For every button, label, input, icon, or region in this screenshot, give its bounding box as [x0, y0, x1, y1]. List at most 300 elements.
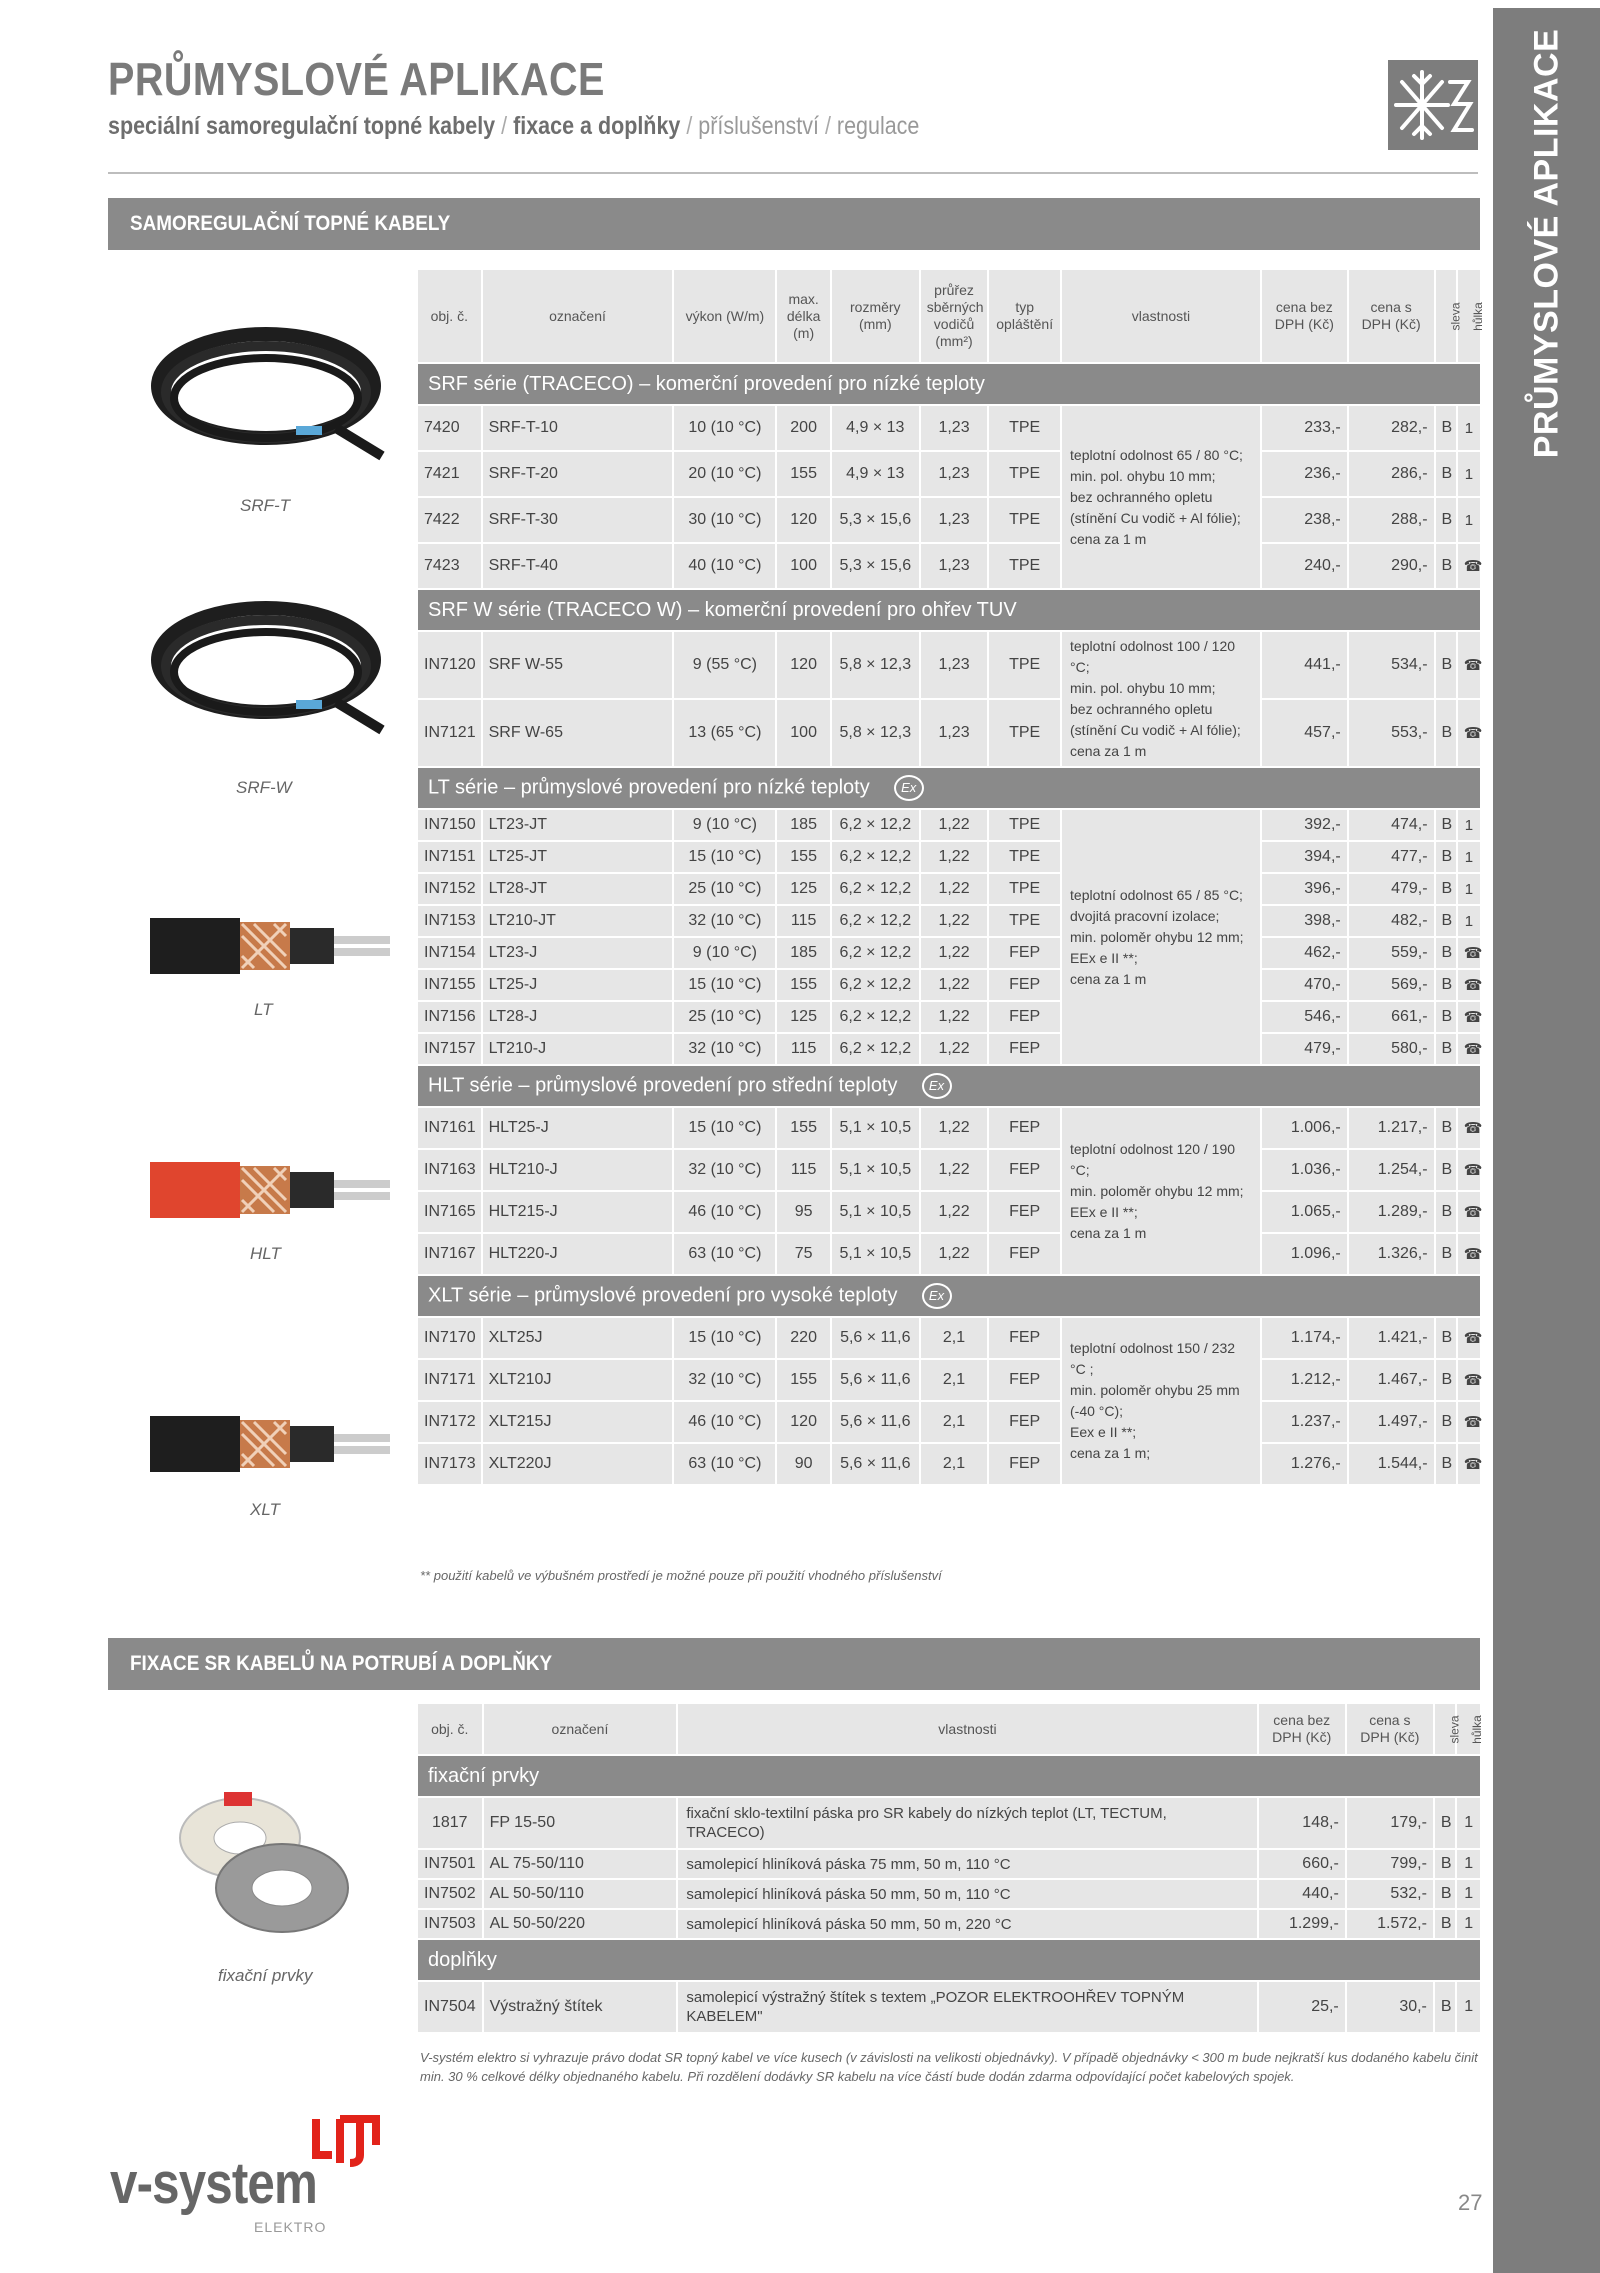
cross-section-cell: 1,22	[921, 1150, 988, 1190]
fixation-table	[416, 1702, 1485, 2034]
sheath-cell: FEP	[989, 1318, 1060, 1358]
price-with-vat-cell: 288,-	[1349, 498, 1434, 542]
price-with-vat-cell: 30,-	[1347, 1982, 1433, 2032]
price-without-vat-cell: 470,-	[1262, 970, 1347, 1000]
cross-section-cell: 2,1	[921, 1444, 988, 1484]
property-line: min. pol. ohybu 10 mm;	[1070, 467, 1216, 484]
price-with-vat-cell: 569,-	[1349, 970, 1434, 1000]
max-length-cell: 90	[777, 1444, 830, 1484]
cable-image-hlt	[150, 1156, 390, 1222]
stock-cell: 1	[1458, 406, 1480, 450]
price-without-vat-cell: 457,-	[1262, 700, 1347, 766]
max-length-cell: 155	[777, 970, 830, 1000]
cross-section-cell: 1,23	[921, 700, 988, 766]
image-caption: HLT	[250, 1244, 281, 1263]
price-without-vat-cell: 240,-	[1262, 544, 1347, 588]
discount-cell: B	[1436, 842, 1456, 872]
table-row	[418, 498, 1480, 542]
cross-section-cell: 1,22	[921, 1234, 988, 1274]
image-caption: fixační prvky	[218, 1966, 313, 1985]
dimensions-cell: 5,6 × 11,6	[832, 1444, 919, 1484]
discount-cell: B	[1436, 406, 1456, 450]
table-row	[418, 874, 1480, 904]
table-row	[418, 1982, 1480, 2032]
dimensions-cell: 5,8 × 12,3	[832, 700, 919, 766]
discount-cell: B	[1436, 1108, 1456, 1148]
power-cell: 20 (10 °C)	[674, 452, 775, 496]
image-caption: LT	[254, 1000, 273, 1019]
price-without-vat-cell: 1.174,-	[1262, 1318, 1347, 1358]
power-cell: 10 (10 °C)	[674, 406, 775, 450]
discount-cell: B	[1436, 970, 1456, 1000]
order-number-cell: IN7501	[418, 1850, 482, 1878]
column-header: cena bez DPH (Kč)	[1259, 1704, 1345, 1754]
stock-cell: 1	[1458, 498, 1480, 542]
designation-cell: XLT215J	[483, 1402, 673, 1442]
max-length-cell: 115	[777, 1034, 830, 1064]
order-number-cell: IN7156	[418, 1002, 481, 1032]
stock-cell: ☎	[1458, 544, 1480, 588]
table-row	[418, 544, 1480, 588]
sheath-cell: FEP	[989, 1150, 1060, 1190]
order-number-cell: 7422	[418, 498, 481, 542]
table-row	[418, 452, 1480, 496]
image-caption: SRF-T	[240, 496, 291, 515]
snowflake-heat-icon	[1388, 60, 1478, 150]
order-number-cell: IN7152	[418, 874, 481, 904]
table-row	[418, 1850, 1480, 1878]
price-with-vat-cell: 580,-	[1349, 1034, 1434, 1064]
power-cell: 46 (10 °C)	[674, 1192, 775, 1232]
dimensions-cell: 4,9 × 13	[832, 452, 919, 496]
designation-cell: LT28-JT	[483, 874, 673, 904]
dimensions-cell: 5,1 × 10,5	[832, 1192, 919, 1232]
max-length-cell: 155	[777, 1108, 830, 1148]
discount-cell: B	[1436, 632, 1456, 698]
table-row	[418, 970, 1480, 1000]
price-without-vat-cell: 398,-	[1262, 906, 1347, 936]
subtitle-part: speciální samoregulační topné kabely	[108, 112, 496, 140]
power-cell: 46 (10 °C)	[674, 1402, 775, 1442]
order-number-cell: IN7120	[418, 632, 481, 698]
cable-image-lt	[150, 912, 390, 978]
price-with-vat-cell: 179,-	[1347, 1798, 1433, 1848]
side-tab-label: PRŮMYSLOVÉ APLIKACE	[1527, 28, 1566, 458]
stock-cell: 1	[1457, 1880, 1480, 1908]
properties-cell	[1062, 406, 1260, 588]
dimensions-cell: 5,1 × 10,5	[832, 1108, 919, 1148]
table-row	[418, 1002, 1480, 1032]
order-number-cell: 7420	[418, 406, 481, 450]
price-with-vat-cell: 1.326,-	[1349, 1234, 1434, 1274]
price-without-vat-cell: 148,-	[1259, 1798, 1345, 1848]
max-length-cell: 155	[777, 842, 830, 872]
stock-cell: ☎	[1458, 700, 1480, 766]
stock-cell: ☎	[1458, 1002, 1480, 1032]
power-cell: 32 (10 °C)	[674, 1150, 775, 1190]
property-line: cena za 1 m	[1070, 970, 1147, 987]
property-line: teplotní odolnost 120 / 190 °C;	[1070, 1140, 1236, 1178]
cross-section-cell: 1,23	[921, 632, 988, 698]
cross-section-cell: 1,22	[921, 810, 988, 840]
group-title: doplňky	[418, 1940, 1480, 1980]
sheath-cell: TPE	[989, 406, 1060, 450]
subtitle-part: příslušenství	[698, 112, 819, 140]
price-without-vat-cell: 396,-	[1262, 874, 1347, 904]
sheath-cell: TPE	[989, 700, 1060, 766]
properties-cell	[1062, 1108, 1260, 1274]
properties-cell	[1062, 1318, 1260, 1484]
max-length-cell: 100	[777, 544, 830, 588]
power-cell: 32 (10 °C)	[674, 906, 775, 936]
stock-cell: ☎	[1458, 1318, 1480, 1358]
column-header: cena s DPH (Kč)	[1349, 270, 1434, 362]
order-number-cell: IN7503	[418, 1910, 482, 1938]
order-number-cell: IN7170	[418, 1318, 481, 1358]
table-row	[418, 406, 1480, 450]
column-header: vlastnosti	[678, 1704, 1256, 1754]
order-number-cell: IN7167	[418, 1234, 481, 1274]
property-line: teplotní odolnost 100 / 120 °C;	[1070, 638, 1236, 675]
order-number-cell: IN7121	[418, 700, 481, 766]
price-with-vat-cell: 282,-	[1349, 406, 1434, 450]
designation-cell: HLT210-J	[483, 1150, 673, 1190]
cable-coil-image-srf-t	[146, 316, 386, 476]
max-length-cell: 200	[777, 406, 830, 450]
discount-cell: B	[1436, 544, 1456, 588]
discount-cell: B	[1436, 1318, 1456, 1358]
column-header: cena s DPH (Kč)	[1347, 1704, 1433, 1754]
price-with-vat-cell: 1.421,-	[1349, 1318, 1434, 1358]
dimensions-cell: 5,3 × 15,6	[832, 544, 919, 588]
column-header: sleva	[1436, 270, 1456, 362]
subtitle-part: fixace a doplňky	[513, 112, 681, 140]
property-line: bez ochranného opletu	[1070, 488, 1213, 505]
sheath-cell: TPE	[989, 544, 1060, 588]
price-with-vat-cell: 477,-	[1349, 842, 1434, 872]
stock-cell: 1	[1458, 842, 1480, 872]
order-number-cell: IN7504	[418, 1982, 482, 2032]
series-header-row	[418, 1276, 1480, 1316]
stock-cell: 1	[1458, 874, 1480, 904]
max-length-cell: 120	[777, 632, 830, 698]
stock-cell: ☎	[1458, 1444, 1480, 1484]
properties-cell: samolepicí hliníková páska 50 mm, 50 m, 220 °C	[678, 1910, 1256, 1938]
price-with-vat-cell: 553,-	[1349, 700, 1434, 766]
price-without-vat-cell: 1.276,-	[1262, 1444, 1347, 1484]
dimensions-cell: 5,6 × 11,6	[832, 1360, 919, 1400]
price-with-vat-cell: 799,-	[1347, 1850, 1433, 1878]
cable-image-xlt	[150, 1410, 390, 1476]
max-length-cell: 155	[777, 452, 830, 496]
series-title	[418, 768, 1480, 808]
price-without-vat-cell: 1.096,-	[1262, 1234, 1347, 1274]
dimensions-cell: 5,1 × 10,5	[832, 1234, 919, 1274]
max-length-cell: 115	[777, 906, 830, 936]
price-with-vat-cell: 1.254,-	[1349, 1150, 1434, 1190]
designation-cell: SRF-T-30	[483, 498, 673, 542]
power-cell: 25 (10 °C)	[674, 1002, 775, 1032]
subtitle-part: regulace	[836, 112, 920, 140]
series-header-row	[418, 364, 1480, 404]
order-number-cell: IN7155	[418, 970, 481, 1000]
power-cell: 32 (10 °C)	[674, 1034, 775, 1064]
cross-section-cell: 1,22	[921, 1034, 988, 1064]
stock-cell: ☎	[1458, 1234, 1480, 1274]
sheath-cell: FEP	[989, 970, 1060, 1000]
discount-cell: B	[1436, 452, 1456, 496]
order-number-cell: IN7151	[418, 842, 481, 872]
table-row	[418, 810, 1480, 840]
delivery-note: V-systém elektro si vyhrazuje právo dodat SR topný kabel ve více kusech (v závislosti na velikosti objednávky). V případě objednávky < 300 m bude nejkratší kus dodaného kabelu činit min. 30 % celkové délky objednaného kabelu. Při rozdělení dodávky SR kabelu na více částí bude dodán zdarma odpovídající počet kabelových spojek.	[420, 2050, 1478, 2084]
cross-section-cell: 1,22	[921, 906, 988, 936]
designation-cell: AL 50-50/220	[484, 1910, 677, 1938]
property-line: cena za 1 m	[1070, 1224, 1147, 1241]
properties-cell: samolepicí hliníková páska 75 mm, 50 m, 110 °C	[678, 1850, 1256, 1878]
order-number-cell: IN7502	[418, 1880, 482, 1908]
series-header-row	[418, 1066, 1480, 1106]
designation-cell: LT23-JT	[483, 810, 673, 840]
discount-cell: B	[1436, 1444, 1456, 1484]
group-title: fixační prvky	[418, 1756, 1480, 1796]
designation-cell: AL 75-50/110	[484, 1850, 677, 1878]
designation-cell: SRF W-65	[483, 700, 673, 766]
property-line: min. poloměr ohybu 25 mm	[1070, 1382, 1240, 1398]
dimensions-cell: 6,2 × 12,2	[832, 842, 919, 872]
column-header: obj. č.	[418, 270, 481, 362]
series-title-text: XLT série – průmyslové provedení pro vysoké teploty	[428, 1284, 898, 1307]
price-without-vat-cell: 441,-	[1262, 632, 1347, 698]
ex-explosion-proof-icon: Ex	[922, 1073, 952, 1099]
discount-cell: B	[1436, 874, 1456, 904]
sheath-cell: TPE	[989, 874, 1060, 904]
price-with-vat-cell: 1.289,-	[1349, 1192, 1434, 1232]
column-header: označení	[484, 1704, 677, 1754]
cross-section-cell: 2,1	[921, 1402, 988, 1442]
divider	[108, 172, 1478, 174]
column-header: vlastnosti	[1062, 270, 1260, 362]
price-with-vat-cell: 482,-	[1349, 906, 1434, 936]
footnote: ** použití kabelů ve výbušném prostředí je možné pouze při použití vhodného příslušenství	[420, 1568, 942, 1583]
property-line: cena za 1 m	[1070, 743, 1147, 759]
dimensions-cell: 5,1 × 10,5	[832, 1150, 919, 1190]
cross-section-cell: 1,22	[921, 874, 988, 904]
property-line: cena za 1 m;	[1070, 1445, 1151, 1461]
table-row	[418, 938, 1480, 968]
table-row	[418, 700, 1480, 766]
table-row	[418, 1192, 1480, 1232]
table-row	[418, 1108, 1480, 1148]
sheath-cell: FEP	[989, 1402, 1060, 1442]
price-without-vat-cell: 233,-	[1262, 406, 1347, 450]
price-with-vat-cell: 290,-	[1349, 544, 1434, 588]
stock-cell: ☎	[1458, 632, 1480, 698]
sheath-cell: FEP	[989, 1034, 1060, 1064]
brand-logo-mark	[310, 2115, 382, 2167]
discount-cell: B	[1436, 1002, 1456, 1032]
column-header: výkon (W/m)	[674, 270, 775, 362]
order-number-cell: IN7161	[418, 1108, 481, 1148]
max-length-cell: 185	[777, 810, 830, 840]
series-title-text: SRF W série (TRACECO W) – komerční provedení pro ohřev TUV	[428, 598, 1017, 621]
property-line: EEx e II **;	[1070, 1203, 1138, 1220]
max-length-cell: 115	[777, 1150, 830, 1190]
dimensions-cell: 6,2 × 12,2	[832, 810, 919, 840]
discount-cell: B	[1435, 1880, 1456, 1908]
max-length-cell: 100	[777, 700, 830, 766]
sheath-cell: FEP	[989, 938, 1060, 968]
property-line: EEx e II **;	[1070, 949, 1138, 966]
designation-cell: AL 50-50/110	[484, 1880, 677, 1908]
column-header: rozměry (mm)	[832, 270, 919, 362]
power-cell: 40 (10 °C)	[674, 544, 775, 588]
section-title-fixation: FIXACE SR KABELŮ NA POTRUBÍ A DOPLŇKY	[108, 1638, 1480, 1690]
column-header: obj. č.	[418, 1704, 482, 1754]
max-length-cell: 120	[777, 1402, 830, 1442]
order-number-cell: 7421	[418, 452, 481, 496]
max-length-cell: 125	[777, 874, 830, 904]
price-without-vat-cell: 394,-	[1262, 842, 1347, 872]
property-line: min. poloměr ohybu 12 mm;	[1070, 928, 1244, 945]
series-title	[418, 1066, 1480, 1106]
price-with-vat-cell: 559,-	[1349, 938, 1434, 968]
price-without-vat-cell: 1.237,-	[1262, 1402, 1347, 1442]
discount-cell: B	[1436, 906, 1456, 936]
price-with-vat-cell: 661,-	[1349, 1002, 1434, 1032]
tape-rolls-image	[160, 1780, 360, 1940]
column-header: cena bez DPH (Kč)	[1262, 270, 1347, 362]
power-cell: 15 (10 °C)	[674, 1108, 775, 1148]
dimensions-cell: 6,2 × 12,2	[832, 938, 919, 968]
property-line: (stínění Cu vodič + Al fólie);	[1070, 509, 1241, 526]
price-without-vat-cell: 479,-	[1262, 1034, 1347, 1064]
cross-section-cell: 1,23	[921, 498, 988, 542]
ex-explosion-proof-icon: Ex	[922, 1283, 952, 1309]
dimensions-cell: 6,2 × 12,2	[832, 970, 919, 1000]
price-with-vat-cell: 1.467,-	[1349, 1360, 1434, 1400]
page-number: 27	[1458, 2190, 1483, 2215]
ex-explosion-proof-icon: Ex	[894, 775, 924, 801]
column-header: označení	[483, 270, 673, 362]
series-title-text: LT série – průmyslové provedení pro nízké teploty	[428, 776, 870, 799]
power-cell: 32 (10 °C)	[674, 1360, 775, 1400]
sheath-cell: FEP	[989, 1234, 1060, 1274]
property-line: (-40 °C);	[1070, 1403, 1124, 1419]
designation-cell: LT25-J	[483, 970, 673, 1000]
max-length-cell: 75	[777, 1234, 830, 1274]
price-without-vat-cell: 1.036,-	[1262, 1150, 1347, 1190]
designation-cell: SRF-T-10	[483, 406, 673, 450]
properties-cell: samolepicí hliníková páska 50 mm, 50 m, 110 °C	[678, 1880, 1256, 1908]
discount-cell: B	[1436, 700, 1456, 766]
discount-cell: B	[1436, 1234, 1456, 1274]
price-with-vat-cell: 1.217,-	[1349, 1108, 1434, 1148]
series-title-text: SRF série (TRACECO) – komerční provedení pro nízké teploty	[428, 372, 985, 395]
order-number-cell: IN7154	[418, 938, 481, 968]
cross-section-cell: 1,23	[921, 406, 988, 450]
stock-cell: 1	[1458, 452, 1480, 496]
discount-cell: B	[1436, 498, 1456, 542]
designation-cell: HLT25-J	[483, 1108, 673, 1148]
sheath-cell: TPE	[989, 498, 1060, 542]
power-cell: 13 (65 °C)	[674, 700, 775, 766]
stock-cell: 1	[1457, 1910, 1480, 1938]
discount-cell: B	[1436, 938, 1456, 968]
power-cell: 9 (55 °C)	[674, 632, 775, 698]
stock-cell: 1	[1457, 1850, 1480, 1878]
designation-cell: LT23-J	[483, 938, 673, 968]
designation-cell: HLT220-J	[483, 1234, 673, 1274]
sheath-cell: TPE	[989, 842, 1060, 872]
discount-cell: B	[1436, 1034, 1456, 1064]
sheath-cell: TPE	[989, 906, 1060, 936]
cable-coil-image-srf-w	[146, 590, 386, 750]
price-without-vat-cell: 1.065,-	[1262, 1192, 1347, 1232]
order-number-cell: IN7171	[418, 1360, 481, 1400]
order-number-cell: IN7173	[418, 1444, 481, 1484]
max-length-cell: 125	[777, 1002, 830, 1032]
max-length-cell: 220	[777, 1318, 830, 1358]
order-number-cell: IN7153	[418, 906, 481, 936]
sheath-cell: FEP	[989, 1108, 1060, 1148]
properties-cell	[1062, 632, 1260, 766]
stock-cell: ☎	[1458, 938, 1480, 968]
designation-cell: XLT210J	[483, 1360, 673, 1400]
column-header: průřez sběrných vodičů (mm²)	[921, 270, 988, 362]
table-row	[418, 1234, 1480, 1274]
property-line: Eex e II **;	[1070, 1424, 1137, 1440]
price-without-vat-cell: 392,-	[1262, 810, 1347, 840]
stock-cell: ☎	[1458, 1108, 1480, 1148]
column-header: hůlka	[1457, 1704, 1480, 1754]
stock-cell: ☎	[1458, 1402, 1480, 1442]
dimensions-cell: 5,8 × 12,3	[832, 632, 919, 698]
series-title	[418, 590, 1480, 630]
cross-section-cell: 1,22	[921, 842, 988, 872]
property-line: bez ochranného opletu	[1070, 701, 1213, 717]
designation-cell: LT210-J	[483, 1034, 673, 1064]
property-line: dvojitá pracovní izolace;	[1070, 907, 1220, 924]
price-with-vat-cell: 479,-	[1349, 874, 1434, 904]
price-without-vat-cell: 546,-	[1262, 1002, 1347, 1032]
sheath-cell: FEP	[989, 1002, 1060, 1032]
price-with-vat-cell: 1.544,-	[1349, 1444, 1434, 1484]
price-with-vat-cell: 1.572,-	[1347, 1910, 1433, 1938]
power-cell: 30 (10 °C)	[674, 498, 775, 542]
image-caption: SRF-W	[236, 778, 292, 797]
discount-cell: B	[1436, 1192, 1456, 1232]
table-row	[418, 906, 1480, 936]
cross-section-cell: 1,22	[921, 1192, 988, 1232]
sheath-cell: FEP	[989, 1444, 1060, 1484]
max-length-cell: 155	[777, 1360, 830, 1400]
designation-cell: HLT215-J	[483, 1192, 673, 1232]
side-tab	[1493, 8, 1600, 2273]
group-header-row	[418, 1940, 1480, 1980]
property-line: teplotní odolnost 150 / 232 °C ;	[1070, 1340, 1236, 1377]
dimensions-cell: 5,6 × 11,6	[832, 1402, 919, 1442]
cross-section-cell: 1,22	[921, 970, 988, 1000]
table-row	[418, 1910, 1480, 1938]
designation-cell: LT210-JT	[483, 906, 673, 936]
property-line: teplotní odolnost 65 / 80 °C;	[1070, 446, 1243, 463]
price-without-vat-cell: 1.006,-	[1262, 1108, 1347, 1148]
discount-cell: B	[1436, 1150, 1456, 1190]
stock-cell: ☎	[1458, 1192, 1480, 1232]
column-header: sleva	[1435, 1704, 1456, 1754]
dimensions-cell: 6,2 × 12,2	[832, 874, 919, 904]
price-with-vat-cell: 1.497,-	[1349, 1402, 1434, 1442]
